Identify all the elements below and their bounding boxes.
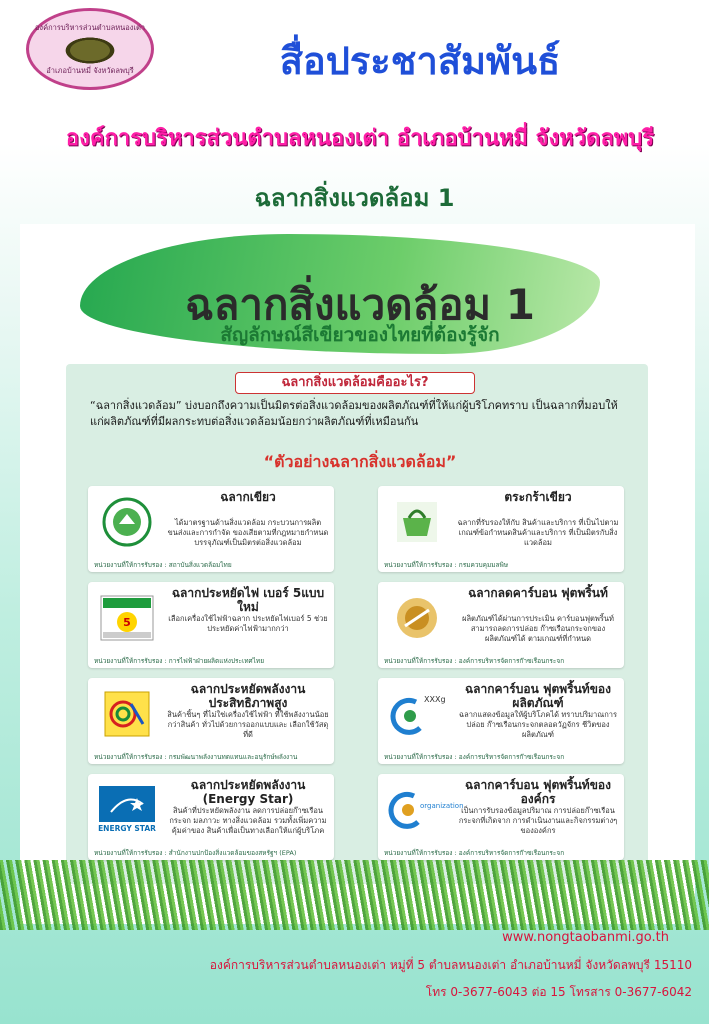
card-head: ฉลากประหยัดไฟ เบอร์ 5แบบใหม่ bbox=[171, 586, 325, 614]
card-body: เลือกเครื่องใช้ไฟฟ้าฉลาก ประหยัดไฟเบอร์ 5 ช่วยประหยัดค่าไฟฟ้ามากกว่า bbox=[168, 614, 328, 633]
question-description: “ฉลากสิ่งแวดล้อม” บ่งบอกถึงความเป็นมิตรต่อสิ่งแวดล้อมของผลิตภัณฑ์ที่ให้แก่ผู้บริโภคทราบ เป็นฉลากที่มอบให้แก่ผลิตภัณฑ์ที่มีผลกระทบต่อสิ่งแวดล้อมน้อยกว่าผลิตภัณฑ์ที่เหมือนกัน bbox=[90, 399, 618, 428]
question-label: ฉลากสิ่งแวดล้อมคืออะไร? bbox=[235, 372, 475, 394]
card-agency: หน่วยงานที่ให้การรับรอง : กรมพัฒนาพลังงานทดแทนและอนุรักษ์พลังงาน bbox=[94, 753, 298, 761]
turtle-icon bbox=[59, 34, 121, 64]
card-agency: หน่วยงานที่ให้การรับรอง : สถาบันสิ่งแวดล้อมไทย bbox=[94, 561, 232, 569]
card-high-efficiency bbox=[88, 678, 334, 764]
card-head: ฉลากลดคาร์บอน ฟุตพริ้นท์ bbox=[468, 586, 608, 600]
organization-carbon-footprint-icon bbox=[386, 784, 464, 836]
footer-phone: โทร 0-3677-6043 ต่อ 15 โทรสาร 0-3677-6042 bbox=[425, 985, 692, 999]
footer-address: องค์การบริหารส่วนตำบลหนองเต่า หมู่ที่ 5 ตำบลหนองเต่า อำเภอบ้านหมี่ จังหวัดลพบุรี 15110 bbox=[209, 958, 692, 972]
card-agency: หน่วยงานที่ให้การรับรอง : องค์การบริหารจัดการก๊าซเรือนกระจก bbox=[384, 657, 565, 665]
page-subtitle: ฉลากสิ่งแวดล้อม 1 bbox=[254, 184, 455, 212]
energy-star-icon bbox=[96, 784, 158, 836]
examples-title: “ตัวอย่างฉลากสิ่งแวดล้อม” bbox=[263, 452, 457, 471]
card-head: ฉลากประหยัดพลังงาน ประสิทธิภาพสูง bbox=[190, 682, 306, 710]
xxxg-label: XXXg bbox=[424, 695, 446, 704]
card-body: ฉลากที่รับรองให้กับ สินค้าและบริการ ที่เป็นไปตาม เกณฑ์ข้อกำหนดสินค้าและบริการ ที่เป็นมิตรกับสิ่งแวดล้อม bbox=[457, 518, 619, 547]
energy-no5-icon bbox=[96, 592, 158, 644]
high-efficiency-icon bbox=[96, 688, 158, 740]
card-green-basket bbox=[378, 486, 624, 572]
card-head: ฉลากคาร์บอน ฟุตพริ้นท์ขององค์กร bbox=[465, 778, 611, 806]
card-head: ฉลากประหยัดพลังงาน (Energy Star) bbox=[190, 778, 306, 806]
organization-seal bbox=[26, 8, 154, 90]
carbon-reduction-icon bbox=[386, 592, 448, 644]
green-label-icon bbox=[96, 496, 158, 548]
card-agency: หน่วยงานที่ให้การรับรอง : สำนักงานปกป้องสิ่งแวดล้อมของสหรัฐฯ (EPA) bbox=[94, 849, 297, 857]
card-agency: หน่วยงานที่ให้การรับรอง : การไฟฟ้าฝ่ายผลิตแห่งประเทศไทย bbox=[94, 657, 265, 665]
page-title: สื่อประชาสัมพันธ์ bbox=[279, 39, 561, 83]
poster-title: ฉลากสิ่งแวดล้อม 1 bbox=[185, 280, 535, 329]
card-head: ฉลากคาร์บอน ฟุตพริ้นท์ของผลิตภัณฑ์ bbox=[465, 682, 611, 710]
product-carbon-footprint-icon bbox=[386, 688, 448, 740]
card-product-carbon-footprint bbox=[378, 678, 624, 764]
card-carbon-reduction bbox=[378, 582, 624, 668]
card-green-label bbox=[88, 486, 334, 572]
card-body: สินค้าชิ้นๆ ที่ไม่ใช่เครื่องใช้ไฟฟ้า ที่ใช้พลังงานน้อยกว่าสินค้า ทั่วไปด้วยการออกแบบและ เลือกใช้วัสดุที่ดี bbox=[167, 710, 329, 739]
card-body: เป็นการรับรองข้อมูลปริมาณ การปล่อยก๊าซเรือนกระจกที่เกิดจาก การดำเนินงานและกิจกรรมต่างๆ ขององค์กร bbox=[458, 806, 618, 835]
card-agency: หน่วยงานที่ให้การรับรอง : กรมควบคุมมลพิษ bbox=[384, 561, 509, 569]
poster-image bbox=[20, 224, 695, 924]
green-basket-icon bbox=[386, 496, 448, 548]
seal-bottom-text: อำเภอบ้านหมี่ จังหวัดลพบุรี bbox=[46, 66, 134, 75]
card-body: ฉลากแสดงข้อมูลให้ผู้บริโภคได้ ทราบปริมาณการปล่อย ก๊าซเรือนกระจกตลอดวัฏจักร ชีวิตของผลิตภัณฑ์ bbox=[458, 710, 617, 739]
card-head: ฉลากเขียว bbox=[220, 490, 276, 504]
organization-label: organization bbox=[420, 802, 464, 810]
card-head: ตระกร้าเขียว bbox=[504, 490, 572, 504]
card-body: สินค้าที่ประหยัดพลังงาน ลดการปล่อยก๊าซเรือนกระจก มลภาวะ ทางสิ่งแวดล้อม รวมทั้งเพิ่มความคุ้มค่าของ สินค้าเพื่อเป็นทางเลือกให้แก่ผู้บริโภค bbox=[169, 806, 327, 835]
energy-star-text: ENERGY STAR bbox=[98, 824, 156, 833]
grass-decoration bbox=[0, 860, 709, 930]
card-body: ผลิตภัณฑ์ได้ผ่านการประเมิน คาร์บอนฟุตพริ้นท์ สามารถลดการปล่อย ก๊าซเรือนกระจกของผลิตภัณฑ์ได้ ตามเกณฑ์ที่กำหนด bbox=[462, 614, 614, 643]
card-body: ได้มาตรฐานด้านสิ่งแวดล้อม กระบวนการผลิต ขนส่งและการกำจัด ของเสียตามที่กฎหมายกำหนด บรรจุภัณฑ์เป็นมิตรต่อสิ่งแวดล้อม bbox=[167, 518, 329, 547]
poster-subtitle: สัญลักษณ์สีเขียวของไทยที่ต้องรู้จัก bbox=[220, 324, 500, 346]
card-agency: หน่วยงานที่ให้การรับรอง : องค์การบริหารจัดการก๊าซเรือนกระจก bbox=[384, 849, 565, 857]
seal-top-text: องค์การบริหารส่วนตำบลหนองเต่า bbox=[34, 22, 146, 32]
card-agency: หน่วยงานที่ให้การรับรอง : องค์การบริหารจัดการก๊าซเรือนกระจก bbox=[384, 753, 565, 761]
number-five: 5 bbox=[123, 616, 131, 629]
website-url[interactable]: www.nongtaobanmi.go.th bbox=[502, 930, 669, 945]
card-energy-no5 bbox=[88, 582, 334, 668]
card-energy-star bbox=[88, 774, 334, 860]
card-organization-carbon-footprint bbox=[378, 774, 624, 860]
organization-name: องค์การบริหารส่วนตำบลหนองเต่า อำเภอบ้านหมี่ จังหวัดลพบุรี bbox=[65, 126, 655, 151]
